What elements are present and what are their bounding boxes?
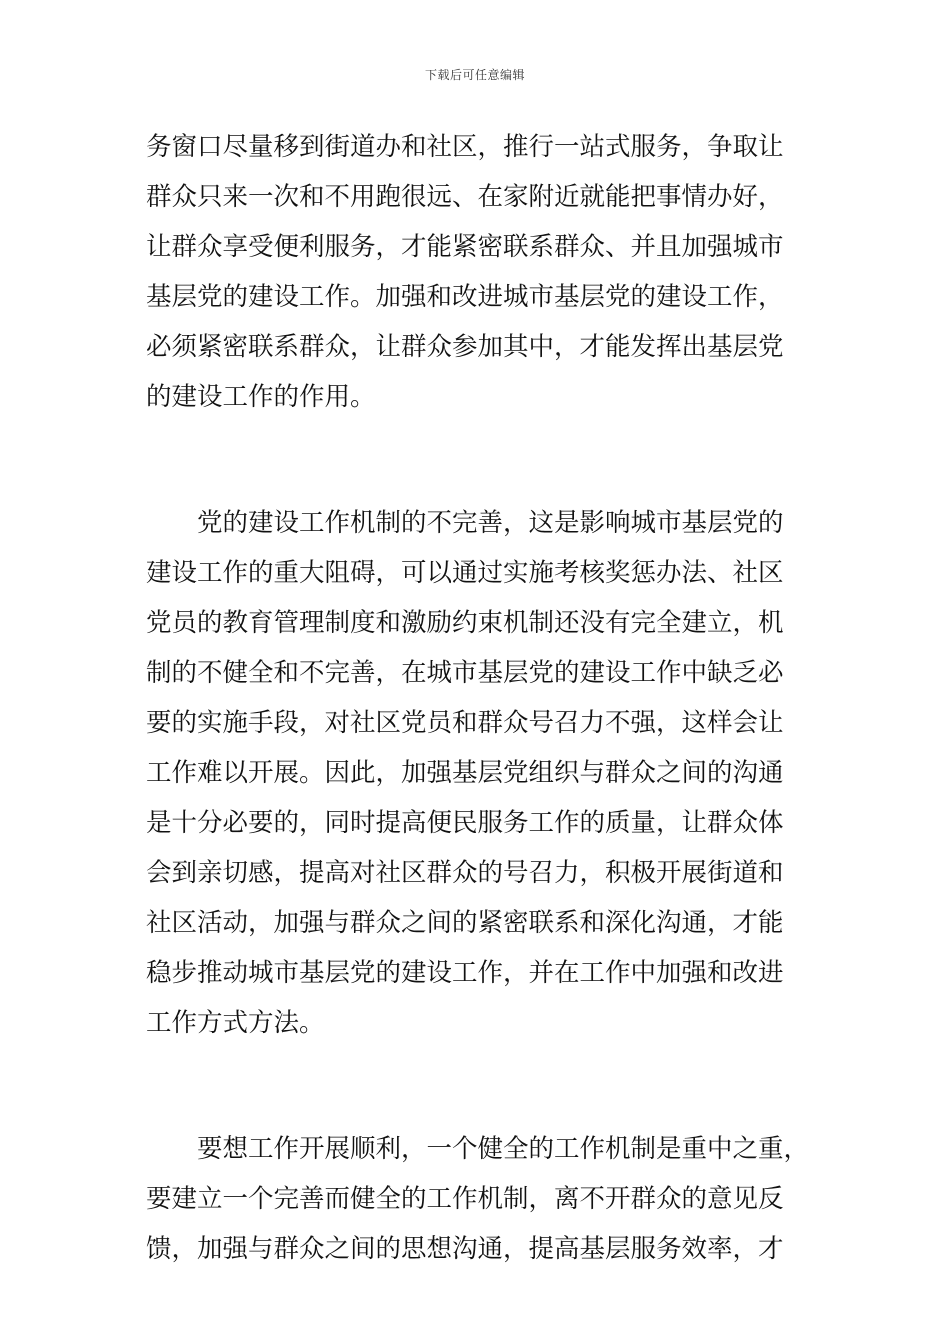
paragraph-line: 务窗口尽量移到街道办和社区，推行一站式服务，争取让: [146, 132, 784, 162]
page-header: 下载后可任意编辑: [424, 68, 525, 82]
paragraph-2: [146, 498, 811, 1048]
paragraph-1: [146, 122, 811, 422]
paragraph-line: 是十分必要的，同时提高便民服务工作的质量，让群众体: [146, 808, 784, 838]
paragraph-line: 要的实施手段，对社区党员和群众号召力不强，这样会让: [146, 708, 784, 738]
paragraph-line: 社区活动，加强与群众之间的紧密联系和深化沟通，才能: [146, 908, 784, 938]
paragraph-line: 稳步推动城市基层党的建设工作，并在工作中加强和改进: [146, 958, 784, 988]
paragraph-spacer: [146, 422, 811, 498]
paragraph-line: 建设工作的重大阻碍，可以通过实施考核奖惩办法、社区: [146, 558, 784, 588]
paragraph-line: 工作方式方法。: [146, 1008, 325, 1038]
paragraph-line: 馈，加强与群众之间的思想沟通，提高基层服务效率，才: [146, 1234, 784, 1264]
paragraph-line: 制的不健全和不完善，在城市基层党的建设工作中缺乏必: [146, 658, 784, 688]
paragraph-line: 会到亲切感，提高对社区群众的号召力，积极开展街道和: [146, 858, 784, 888]
paragraph-spacer: [146, 1048, 811, 1124]
paragraph-line: 必须紧密联系群众，让群众参加其中，才能发挥出基层党: [146, 332, 784, 362]
paragraph-line: 党的建设工作机制的不完善，这是影响城市基层党的: [146, 508, 784, 538]
paragraph-3: [146, 1124, 811, 1274]
paragraph-line: 工作难以开展。因此，加强基层党组织与群众之间的沟通: [146, 758, 784, 788]
paragraph-line: 党员的教育管理制度和激励约束机制还没有完全建立，机: [146, 608, 784, 638]
paragraph-line: 让群众享受便利服务，才能紧密联系群众、并且加强城市: [146, 232, 784, 262]
document-body: [146, 122, 811, 1274]
paragraph-line: 要想工作开展顺利，一个健全的工作机制是重中之重，: [146, 1134, 810, 1164]
paragraph-line: 的建设工作的作用。: [146, 382, 376, 412]
paragraph-line: 基层党的建设工作。加强和改进城市基层党的建设工作，: [146, 282, 784, 312]
paragraph-line: 要建立一个完善而健全的工作机制，离不开群众的意见反: [146, 1184, 784, 1214]
paragraph-line: 群众只来一次和不用跑很远、在家附近就能把事情办好，: [146, 182, 784, 212]
